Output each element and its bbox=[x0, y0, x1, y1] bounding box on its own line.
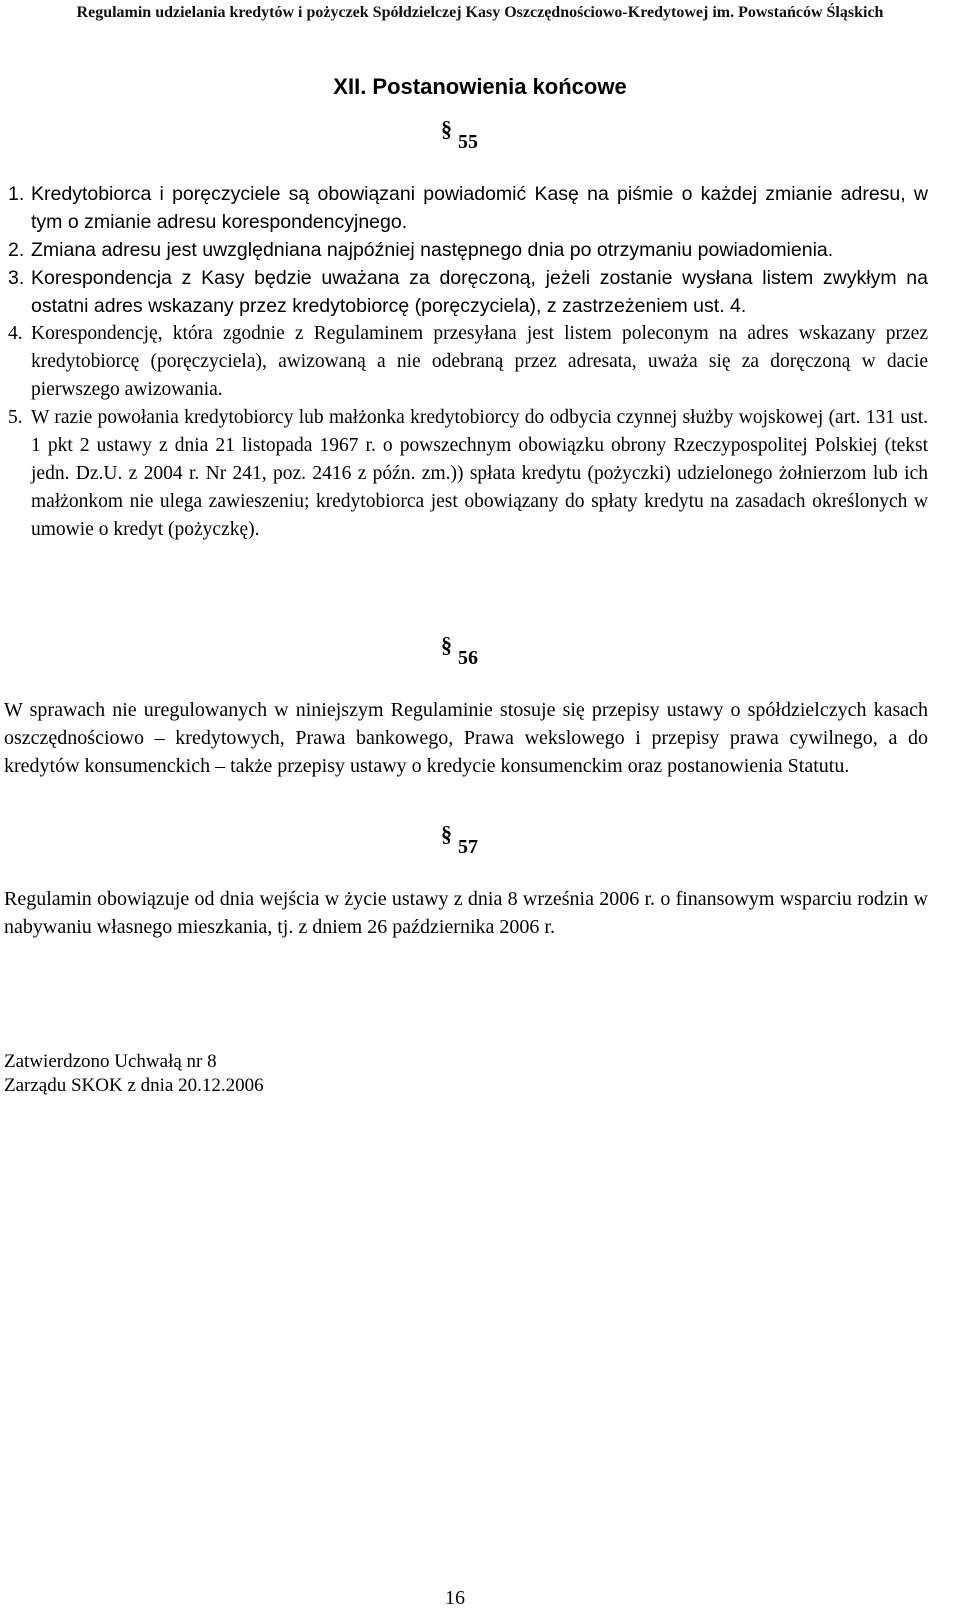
list-item-number: 4. bbox=[8, 323, 23, 344]
list-item bbox=[8, 320, 928, 404]
paragraph-number: 57 bbox=[458, 836, 478, 858]
list-item bbox=[8, 180, 928, 236]
paragraph-57-text: Regulamin obowiązuje od dnia wejścia w życie ustawy z dnia 8 września 2006 r. o finansowym wsparciu rodzin w nabywaniu własnego mieszkania, tj. z dniem 26 października 2006 r. bbox=[4, 888, 928, 938]
section-sign-icon: § bbox=[441, 821, 452, 846]
running-header: Regulamin udzielania kredytów i pożyczek Spółdzielczej Kasy Oszczędnościowo-Kredytowej im. Powstańców Śląskich bbox=[76, 4, 884, 21]
list-item-number: 2. bbox=[8, 239, 25, 261]
list-item-text: Kredytobiorca i poręczyciele są obowiązani powiadomić Kasę na piśmie o każdej zmianie adresu, w tym o zmianie adresu korespondencyjnego. bbox=[31, 183, 928, 233]
page-number: 16 bbox=[445, 1587, 465, 1609]
paragraph-heading-57 bbox=[441, 821, 478, 859]
list-item-text: Korespondencję, która zgodnie z Regulaminem przesyłana jest listem poleconym na adres wskazany przez kredytobiorcę (poręczyciela), awizowaną a nie odebraną przez adresata, uważa się za doręczoną w dacie pierwszego awizowania. bbox=[31, 323, 928, 400]
chapter-title: XII. Postanowienia końcowe bbox=[333, 74, 627, 99]
list-item-number: 1. bbox=[8, 183, 25, 205]
list-item-text: Zmiana adresu jest uwzględniana najpóźniej następnego dnia po otrzymaniu powiadomienia. bbox=[31, 239, 834, 261]
list-item-text: W razie powołania kredytobiorcy lub małżonka kredytobiorcy do odbycia czynnej służby wojskowej (art. 131 ust. 1 pkt 2 ustawy z dnia 21 listopada 1967 r. o powszechnym obowiązku obrony Rzeczypospolitej Polskiej (tekst jedn. Dz.U. z 2004 r. Nr 241, poz. 2416 z późn. zm.)) spłata kredytu (pożyczki) udzielonego żołnierzom lub ich małżonkom nie ulega zawieszeniu; kredytobiorca jest obowiązany do spłaty kredytu na zasadach określonych w umowie o kredyt (pożyczkę). bbox=[31, 407, 928, 540]
list-item bbox=[8, 264, 928, 320]
paragraph-55-list bbox=[8, 180, 928, 544]
list-item bbox=[8, 404, 928, 544]
paragraph-number: 55 bbox=[458, 131, 478, 153]
list-item-text: Korespondencja z Kasy będzie uważana za doręczoną, jeżeli zostanie wysłana listem zwykłym na ostatni adres wskazany przez kredytobiorcę (poręczyciela), z zastrzeżeniem ust. 4. bbox=[31, 267, 928, 317]
paragraph-number: 56 bbox=[458, 647, 478, 669]
paragraph-heading-56 bbox=[441, 632, 478, 670]
paragraph-heading-55 bbox=[441, 116, 478, 154]
list-item-number: 5. bbox=[8, 407, 23, 428]
list-item-number: 3. bbox=[8, 267, 25, 289]
approval-line-2: Zarządu SKOK z dnia 20.12.2006 bbox=[4, 1075, 264, 1096]
paragraph-56-text: W sprawach nie uregulowanych w niniejszym Regulaminie stosuje się przepisy ustawy o spółdzielczych kasach oszczędnościowo – kredytowych, Prawa bankowego, Prawa wekslowego i przepisy prawa cywilnego, a do kredytów konsumenckich – także przepisy ustawy o kredycie konsumenckim oraz postanowienia Statutu. bbox=[4, 699, 928, 777]
section-sign-icon: § bbox=[441, 116, 452, 141]
section-sign-icon: § bbox=[441, 632, 452, 657]
approval-line-1: Zatwierdzono Uchwałą nr 8 bbox=[4, 1051, 217, 1072]
approval-note bbox=[4, 1050, 264, 1098]
list-item bbox=[8, 236, 928, 264]
